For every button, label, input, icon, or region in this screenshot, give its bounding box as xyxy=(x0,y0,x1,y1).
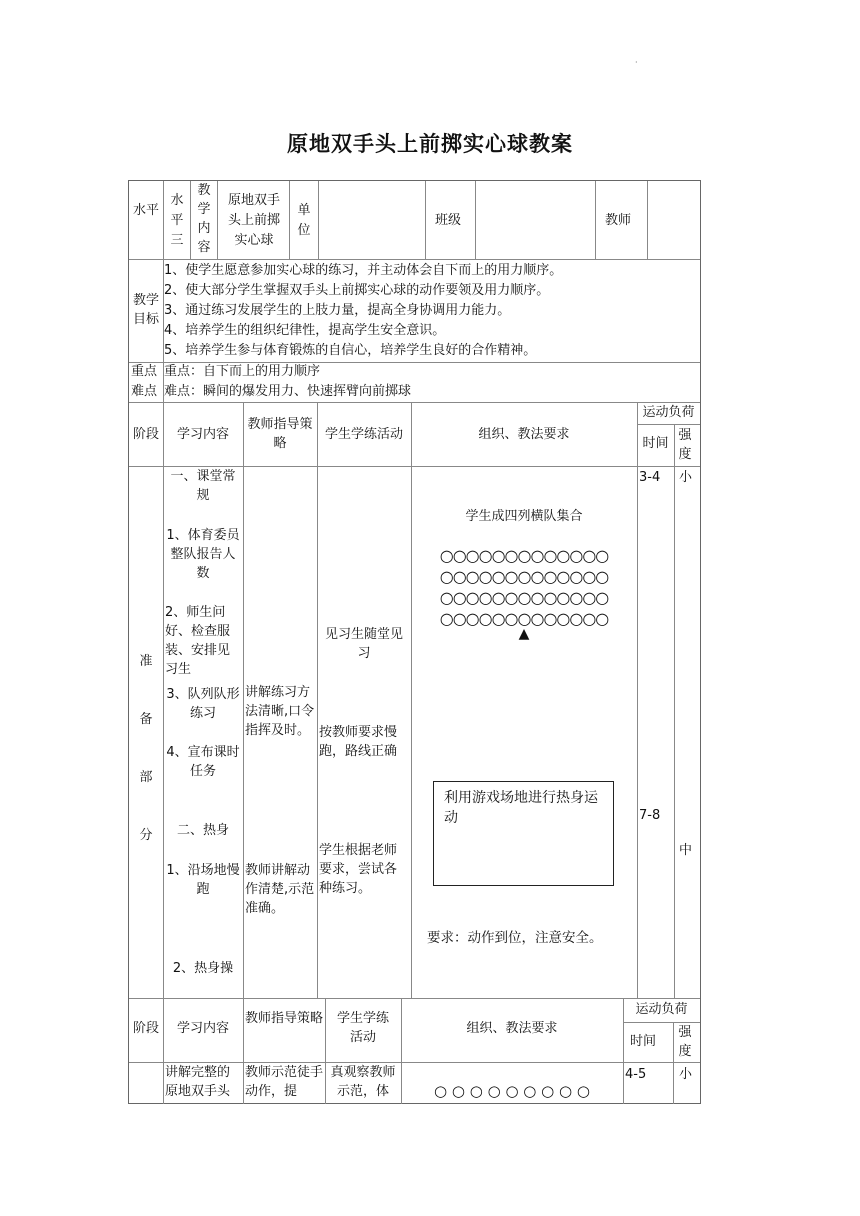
prep-content-1: 一、课堂常规 xyxy=(170,469,236,503)
objectives-list xyxy=(164,261,698,361)
formation-row: ○○○○○○○○○○○○○ xyxy=(439,546,609,565)
prep-time-1: 3-4 xyxy=(639,470,661,485)
prep-content-8: 2、热身操 xyxy=(172,961,234,976)
col-activity: 学生学练活动 xyxy=(324,427,403,442)
page-title: 原地双手头上前掷实心球教案 xyxy=(287,132,573,156)
prep-content-5: 4、宣布课时任务 xyxy=(166,745,240,779)
formation-row: ○○○○○○○○○○○○○ xyxy=(439,567,609,586)
prep-strategy-1: 讲解练习方法清晰,口令指挥及时。 xyxy=(245,685,315,738)
difficulty-label: 难点 xyxy=(131,384,158,399)
col2-strategy: 教师指导策略 xyxy=(245,1011,324,1026)
col-stage: 阶段 xyxy=(132,427,159,442)
lesson-plan-table xyxy=(128,180,701,1104)
prep-intensity-2: 中 xyxy=(679,843,693,858)
teacher-label: 教师 xyxy=(605,213,632,228)
formation-row: ○○○○○○○○○○○○○ xyxy=(439,609,609,628)
prep-activity-3: 学生根据老师要求，尝试各种练习。 xyxy=(319,843,398,896)
col2-time: 时间 xyxy=(629,1034,656,1049)
col-content: 学习内容 xyxy=(176,427,229,442)
prep-time-2: 7-8 xyxy=(639,808,661,823)
prep-activity-2: 按教师要求慢跑，路线正确 xyxy=(319,725,398,759)
difficulty-point: 难点：瞬间的爆发用力、快速挥臂向前掷球 xyxy=(164,384,412,399)
formation-row: ○○○○○○○○○○○○○ xyxy=(439,588,609,607)
sec2-content: 讲解完整的原地双手头 xyxy=(165,1065,231,1099)
prep-stage-label: 准备部分 xyxy=(139,654,153,843)
key-label: 重点 xyxy=(131,364,158,379)
prep-intensity-1: 小 xyxy=(679,470,693,485)
formation-label: 学生成四列横队集合 xyxy=(465,509,583,524)
sec2-intensity: 小 xyxy=(679,1067,693,1082)
col-intensity: 强度 xyxy=(678,428,692,462)
page-mark: · xyxy=(635,58,638,67)
unit-label: 单位 xyxy=(297,203,311,238)
teacher-marker-icon: ▲ xyxy=(518,626,530,642)
objective-item: 3、通过练习发展学生的上肢力量，提高全身协调用力能力。 xyxy=(164,303,511,318)
col2-organization: 组织、教法要求 xyxy=(466,1021,558,1036)
col2-load: 运动负荷 xyxy=(635,1002,688,1017)
objective-item: 5、培养学生参与体育锻炼的自信心，培养学生良好的合作精神。 xyxy=(164,343,537,358)
prep-content-4: 3、队列队形练习 xyxy=(166,687,240,721)
prep-strategy-2: 教师讲解动作清楚,示范准确。 xyxy=(245,863,315,916)
level-label: 水平 xyxy=(133,203,160,218)
col-time: 时间 xyxy=(642,436,669,451)
level-value: 水平三 xyxy=(170,193,184,248)
content-label: 教学内容 xyxy=(197,183,211,255)
objective-item: 2、使大部分学生掌握双手头上前掷实心球的动作要领及用力顺序。 xyxy=(164,283,550,298)
key-point: 重点：自下而上的用力顺序 xyxy=(164,364,321,379)
sec2-strategy: 教师示范徒手动作，提 xyxy=(245,1065,324,1099)
prep-content-7: 1、沿场地慢跑 xyxy=(166,863,240,897)
objective-item: 4、培养学生的组织纪律性，提高学生安全意识。 xyxy=(164,323,446,338)
col2-stage: 阶段 xyxy=(132,1021,159,1036)
prep-content-2: 1、体育委员整队报告人数 xyxy=(166,528,240,581)
col2-activity: 学生学练活动 xyxy=(336,1011,389,1045)
prep-activity-1: 见习生随堂见习 xyxy=(324,627,403,661)
warmup-box: 利用游戏场地进行热身运动 xyxy=(433,781,614,886)
col-strategy: 教师指导策略 xyxy=(247,417,313,451)
objectives-label: 教学目标 xyxy=(132,293,159,327)
class-label: 班级 xyxy=(435,213,462,228)
prep-content-6: 二、热身 xyxy=(176,823,229,838)
col2-intensity: 强度 xyxy=(678,1025,692,1059)
prep-content-3: 2、师生问好、检查服装、安排见习生 xyxy=(165,605,231,677)
sec2-formation: ○ ○ ○ ○ ○ ○ ○ ○ ○ xyxy=(434,1082,590,1100)
formation-circles xyxy=(419,545,629,629)
sec2-time: 4-5 xyxy=(625,1067,647,1082)
sec2-activity: 真观察教师示范，体 xyxy=(330,1065,396,1099)
col-load: 运动负荷 xyxy=(642,405,695,420)
col2-content: 学习内容 xyxy=(176,1021,229,1036)
prep-requirement: 要求：动作到位，注意安全。 xyxy=(427,930,603,946)
content-value: 原地双手头上前掷实心球 xyxy=(227,193,280,248)
objective-item: 1、使学生愿意参加实心球的练习，并主动体会自下而上的用力顺序。 xyxy=(164,263,563,278)
col-organization: 组织、教法要求 xyxy=(478,427,570,442)
